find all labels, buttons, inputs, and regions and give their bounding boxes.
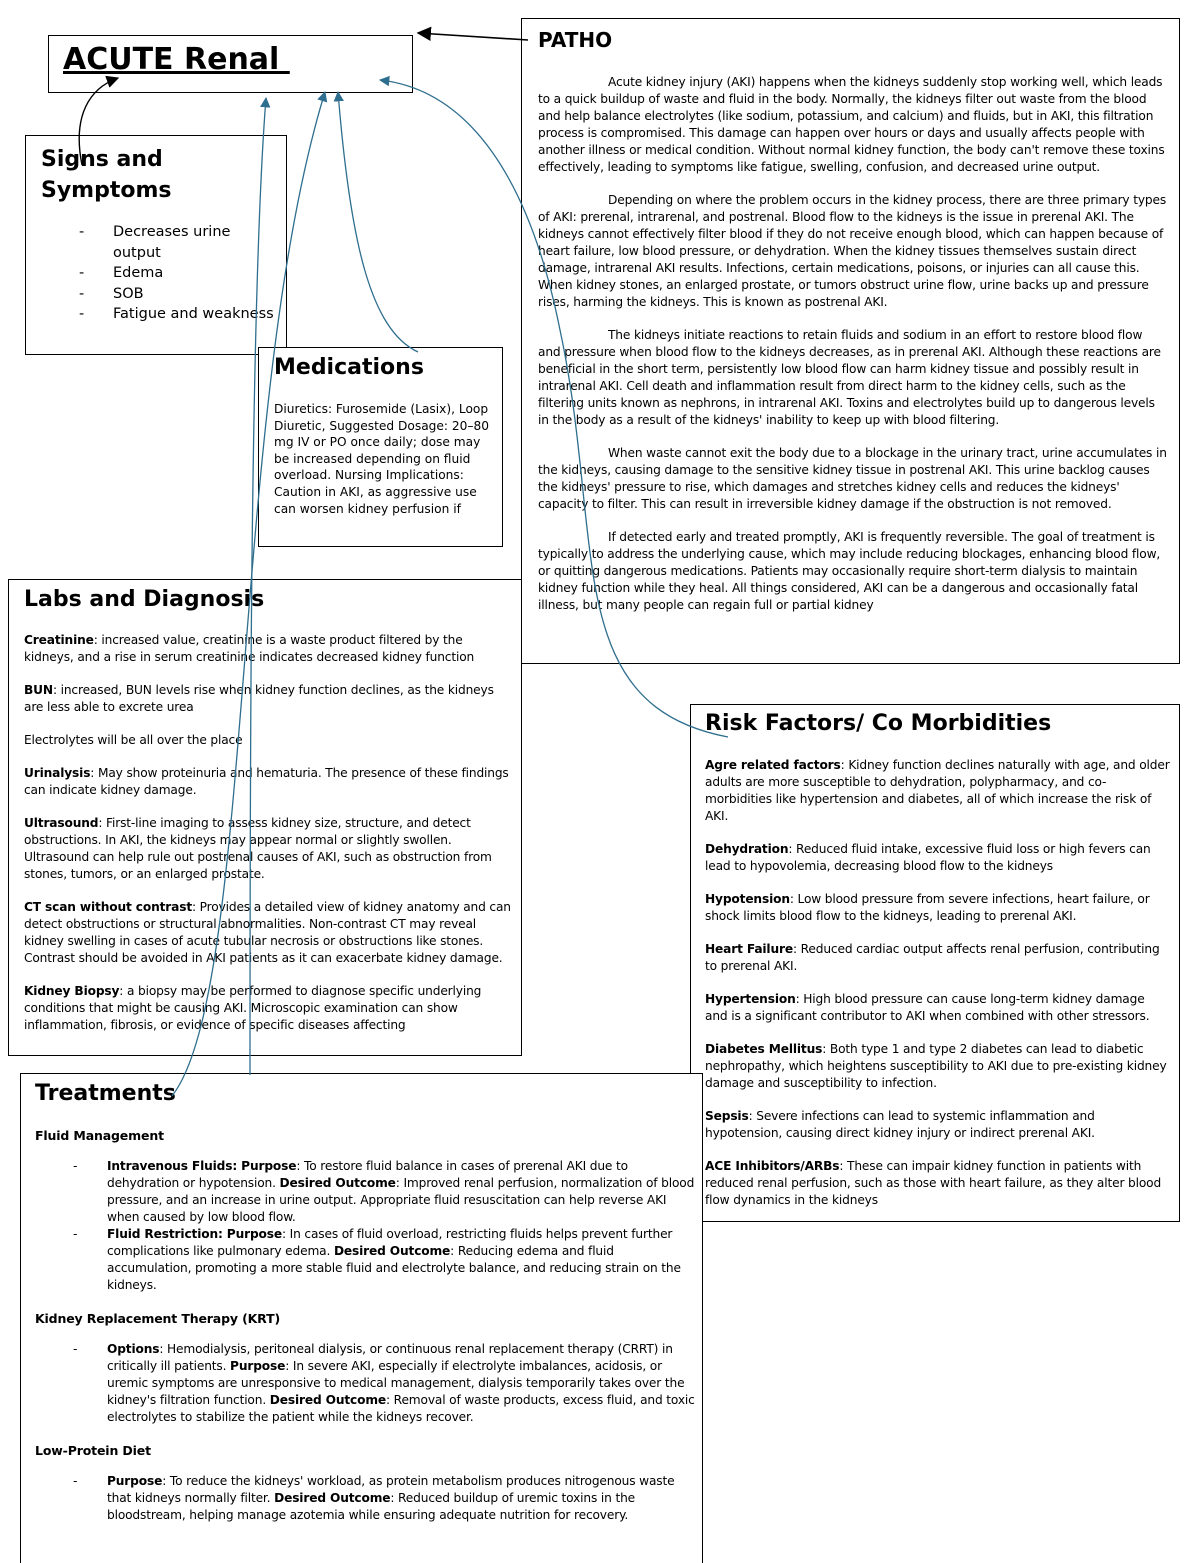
- risk-item: [705, 1041, 1170, 1092]
- lab-item: [24, 815, 514, 883]
- lab-desc: : Provides a detailed view of kidney anatomy and can detect obstructions or structural abnormalities. Non-contrast CT may reveal kidney swelling in cases of acute tubular necrosis or obstructions like stones. Contrast should be avoided in AKI patients as it can exacerbate kidney damage.: [24, 900, 511, 965]
- risk-desc: : Severe infections can lead to systemic inflammation and hypotension, causing direct kidney injury or indirect prerenal AKI.: [705, 1109, 1095, 1140]
- list-item: - Decreases urine output: [41, 222, 281, 263]
- patho-paragraph: If detected early and treated promptly, AKI is frequently reversible. The goal of treatment is typically to address the underlying cause, which may include reducing blockages, enhancing blood flow, or quitting dangerous medications. Patients may occasionally require short-term dialysis to maintain kidney function while they heal. All things considered, AKI can be a dangerous and occasionally fatal illness, but many people can regain full or partial kidney: [538, 530, 1161, 612]
- treatment-term: Desired Outcome: [333, 1244, 451, 1258]
- lab-item: [24, 983, 514, 1034]
- treatment-term: Desired Outcome: [269, 1393, 386, 1407]
- risk-desc: : Reduced cardiac output affects renal perfusion, contributing to prerenal AKI.: [705, 942, 1160, 973]
- treatments-box: [20, 1073, 703, 1563]
- treatment-list: [35, 1158, 695, 1294]
- risk-term: Diabetes Mellitus: [705, 1042, 823, 1056]
- risk-desc: : High blood pressure can cause long-term kidney damage and is a significant contributor to AKI when combined with other stressors.: [705, 992, 1150, 1023]
- medications-title: Medications: [274, 355, 424, 380]
- lab-item: [24, 732, 514, 749]
- list-item: [35, 1158, 695, 1226]
- lab-term: Kidney Biopsy: [24, 984, 120, 998]
- title-box: [48, 35, 413, 93]
- treatment-term: Options: [107, 1342, 160, 1356]
- risk-item: [705, 991, 1170, 1025]
- medications-box: [258, 347, 503, 547]
- treatment-term: Desired Outcome: [274, 1491, 391, 1505]
- lab-desc: : increased, BUN levels rise when kidney function declines, as the kidneys are less able to excrete urea: [24, 683, 494, 714]
- risk-term: Heart Failure: [705, 942, 793, 956]
- patho-box: [521, 18, 1180, 664]
- risk-title: Risk Factors/ Co Morbidities: [705, 711, 1052, 736]
- signs-title: Signs and Symptoms: [41, 147, 172, 203]
- lab-item: [24, 899, 514, 967]
- list-item: [35, 1473, 695, 1524]
- signs-list: [41, 222, 281, 325]
- list-item: - Edema: [41, 263, 281, 284]
- risk-item: [705, 841, 1170, 875]
- risk-term: Dehydration: [705, 842, 789, 856]
- treatment-heading: Kidney Replacement Therapy (KRT): [35, 1311, 281, 1326]
- patho-title: PATHO: [538, 28, 613, 52]
- lab-term: Urinalysis: [24, 766, 91, 780]
- risk-text: [705, 757, 1170, 1222]
- risk-item: [705, 1108, 1170, 1142]
- lab-desc: : First-line imaging to assess kidney size, structure, and detect obstructions. In AKI, the kidneys may appear normal or slightly swollen. Ultrasound can help rule out postrenal causes of AKI, such as obstruction from stones, tumors, or an enlarged prostate.: [24, 816, 492, 881]
- medications-text: Diuretics: Furosemide (Lasix), Loop Diuretic, Suggested Dosage: 20–80 mg IV or PO once daily; dose may be increased depending on fluid overload. Nursing Implications: Caution in AKI, as aggressive use can worsen kidney perfusion if: [274, 402, 490, 516]
- treatments-title: Treatments: [35, 1081, 176, 1106]
- risk-desc: : Kidney function declines naturally with age, and older adults are more susceptible to dehydration, polypharmacy, and co-morbidities like hypertension and diabetes, all of which increase the risk of AKI.: [705, 758, 1170, 823]
- list-item: - Fatigue and weakness: [41, 304, 281, 325]
- lab-item: [24, 632, 514, 666]
- treatment-term: Fluid Restriction: Purpose: [107, 1227, 282, 1241]
- risk-term: Hypotension: [705, 892, 790, 906]
- lab-term: BUN: [24, 683, 53, 697]
- lab-term: CT scan without contrast: [24, 900, 192, 914]
- risk-desc: : These can impair kidney function in patients with reduced renal perfusion, such as those with heart failure, as they alter blood flow dynamics in the kidneys: [705, 1159, 1162, 1207]
- patho-paragraph: Depending on where the problem occurs in the kidney process, there are three primary types of AKI: prerenal, intrarenal, and postrenal. Blood flow to the kidneys is the issue in prerenal AKI. The kidneys cannot effectively filter blood if they do not receive enough blood, which can happen because of heart failure, low blood pressure, or dehydration. When the kidney tissues themselves sustain direct damage, intrarenal AKI results. Infections, certain medications, poisons, or injuries can all cause this. When kidney stones, an enlarged prostate, or tumors obstruct urine flow, urine backs up and pressure rises, harming the kidneys. This is known as postrenal AKI.: [538, 193, 1167, 309]
- treatment-desc: : To reduce the kidneys' workload, as protein metabolism produces nitrogenous waste that kidneys normally filter.: [107, 1474, 675, 1505]
- treatment-list: [35, 1473, 695, 1524]
- treatment-heading: Low-Protein Diet: [35, 1443, 151, 1458]
- risk-term: ACE Inhibitors/ARBs: [705, 1159, 840, 1173]
- treatment-desc: : Removal of waste products, excess fluid, and toxic electrolytes to stabilize the patient while the kidneys recover.: [107, 1393, 695, 1424]
- risk-desc: : Low blood pressure from severe infections, heart failure, or shock limits blood flow to the kidneys, leading to prerenal AKI.: [705, 892, 1150, 923]
- lab-desc: : a biopsy may be performed to diagnose specific underlying conditions that might be causing AKI. Microscopic examination can show inflammation, fibrosis, or evidence of specific diseases affecting: [24, 984, 482, 1032]
- labs-text: [24, 632, 514, 1050]
- list-item: [35, 1341, 695, 1426]
- risk-item: [705, 757, 1170, 825]
- lab-desc: : May show proteinuria and hematuria. The presence of these findings can indicate kidney damage.: [24, 766, 509, 797]
- lab-term: Ultrasound: [24, 816, 99, 830]
- treatment-desc: : In cases of fluid overload, restricting fluids helps prevent further complications like pulmonary edema.: [107, 1227, 673, 1258]
- risk-term: Agre related factors: [705, 758, 841, 772]
- patho-text: [538, 74, 1168, 630]
- list-item: - SOB: [41, 284, 281, 305]
- lab-term: Creatinine: [24, 633, 94, 647]
- signs-box: [25, 135, 287, 355]
- patho-paragraph: The kidneys initiate reactions to retain fluids and sodium in an effort to restore blood flow and pressure when blood flow to the kidneys decreases, as in prerenal AKI. Although these reactions are beneficial in the short term, persistently low blood flow can harm kidney tissue and possibly result in intrarenal AKI. Cell death and inflammation result from direct harm to the kidney cells, such as the filtering units known as nephrons, in intrarenal AKI. Toxins and electrolytes build up to dangerous levels in the body as a result of the kidneys' inability to keep up with blood filtering.: [538, 328, 1161, 427]
- patho-paragraph: Acute kidney injury (AKI) happens when the kidneys suddenly stop working well, which leads to a quick buildup of waste and fluid in the body. Normally, the kidneys filter out waste from the blood and help balance electrolytes (like sodium, potassium, and calcium) and fluids, but in AKI, this filtration process is compromised. This damage can happen over hours or days and usually affects people with another illness or medical condition. Without normal kidney function, the body can't remove these toxins effectively, leading to symptoms like fatigue, swelling, confusion, and decreased urine output.: [538, 75, 1165, 174]
- treatment-desc: : Improved renal perfusion, normalization of blood pressure, and an increase in urine output. Appropriate fluid resuscitation can help reverse AKI when caused by low blood flow.: [107, 1176, 695, 1224]
- treatment-term: Desired Outcome: [279, 1176, 396, 1190]
- risk-item: [705, 941, 1170, 975]
- labs-box: [8, 579, 522, 1056]
- lab-desc: Electrolytes will be all over the place: [24, 733, 243, 747]
- treatment-desc: : In severe AKI, especially if electrolyte imbalances, acidosis, or uremic symptoms are unresponsive to medical management, dialysis temporarily takes over the kidney's filtration function.: [107, 1359, 685, 1407]
- risk-desc: : Reduced fluid intake, excessive fluid loss or high fevers can lead to hypovolemia, decreasing blood flow to the kidneys: [705, 842, 1151, 873]
- map-title: ACUTE Renal: [63, 42, 290, 77]
- treatment-desc: : To restore fluid balance in cases of prerenal AKI due to dehydration or hypotension.: [107, 1159, 628, 1190]
- treatment-term: Purpose: [230, 1359, 286, 1373]
- risk-item: [705, 1158, 1170, 1209]
- lab-item: [24, 682, 514, 716]
- treatment-list: [35, 1341, 695, 1426]
- risk-item: [705, 891, 1170, 925]
- risk-term: Hypertension: [705, 992, 796, 1006]
- treatments-text: [35, 1127, 695, 1524]
- list-item: [35, 1226, 695, 1294]
- treatment-heading: Fluid Management: [35, 1128, 164, 1143]
- lab-item: [24, 765, 514, 799]
- treatment-term: Intravenous Fluids: Purpose: [107, 1159, 297, 1173]
- treatment-desc: : Reducing edema and fluid accumulation, promoting a more stable fluid and electrolyte balance, and reducing strain on the kidneys.: [107, 1244, 681, 1292]
- lab-desc: : increased value, creatinine is a waste product filtered by the kidneys, and a rise in serum creatinine indicates decreased kidney function: [24, 633, 475, 664]
- treatment-desc: : Reduced buildup of uremic toxins in the bloodstream, helping manage azotemia while ensuring adequate nutrition for recovery.: [107, 1491, 635, 1522]
- medications-arrow: [338, 92, 418, 352]
- labs-title: Labs and Diagnosis: [24, 587, 265, 612]
- risk-term: Sepsis: [705, 1109, 749, 1123]
- treatment-desc: : Hemodialysis, peritoneal dialysis, or continuous renal replacement therapy (CRRT) in critically ill patients.: [107, 1342, 673, 1373]
- patho-arrow: [418, 33, 528, 40]
- risk-box: [690, 704, 1180, 1222]
- risk-desc: : Both type 1 and type 2 diabetes can lead to diabetic nephropathy, which heightens susceptibility to AKI due to pre-existing kidney damage and susceptibility to infection.: [705, 1042, 1167, 1090]
- patho-paragraph: When waste cannot exit the body due to a blockage in the urinary tract, urine accumulates in the kidneys, causing damage to the sensitive kidney tissue in postrenal AKI. This urine backlog causes the kidneys' pressure to rise, which damages and stretches kidney cells and reduces the kidneys' capacity to filter. This can result in irreversible kidney damage if the obstruction is not removed.: [538, 446, 1167, 511]
- treatment-term: Purpose: [107, 1474, 163, 1488]
